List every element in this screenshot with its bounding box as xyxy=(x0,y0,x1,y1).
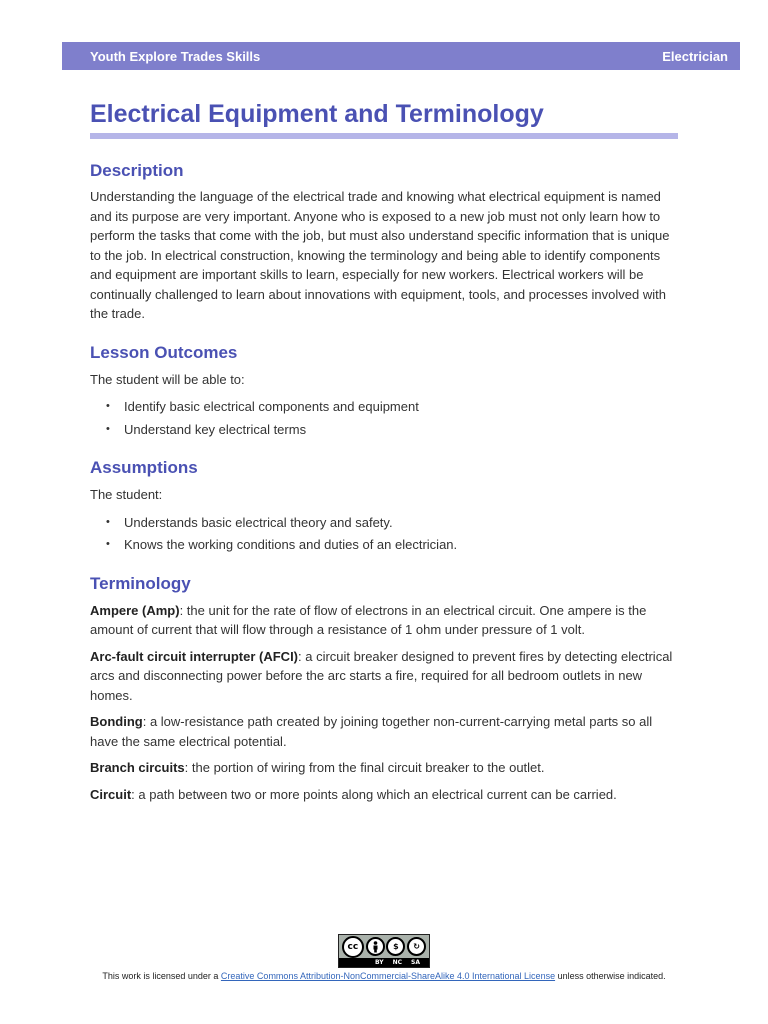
cc-label: NC xyxy=(392,959,403,966)
list-item xyxy=(90,535,680,555)
bullet-icon: • xyxy=(106,515,110,528)
license-link[interactable]: Creative Commons Attribution-NonCommercial-ShareAlike 4.0 International License xyxy=(220,971,556,981)
term-definition xyxy=(90,601,680,640)
page-title: Electrical Equipment and Terminology xyxy=(90,100,544,128)
outcomes-heading: Lesson Outcomes xyxy=(90,342,238,362)
bullet-icon: • xyxy=(106,400,110,412)
list-item xyxy=(90,397,680,417)
cc-license-badge-icon[interactable] xyxy=(338,934,430,968)
noncommercial-icon: $ xyxy=(386,937,405,956)
terminology-section xyxy=(90,572,680,805)
assumptions-section xyxy=(90,456,680,555)
list-item-text: Knows the working conditions and duties of an electrician. xyxy=(124,537,458,552)
term-definition xyxy=(90,712,680,751)
trade-name: Electrician xyxy=(662,48,728,64)
term-name: Arc-fault circuit interrupter (AFCI) xyxy=(90,648,299,664)
license-prefix: This work is licensed under a xyxy=(102,971,221,981)
bullet-icon: • xyxy=(106,422,110,435)
footer xyxy=(0,934,768,982)
bullet-icon: • xyxy=(106,538,110,550)
list-item-text: Understands basic electrical theory and safety. xyxy=(124,514,393,530)
list-item-text: Identify basic electrical components and equipment xyxy=(124,399,419,414)
term-definition xyxy=(90,785,680,805)
term-name: Bonding xyxy=(90,714,143,729)
term-definition xyxy=(90,758,680,778)
outcomes-intro: The student will be able to: xyxy=(90,371,245,387)
term-text: : a low-resistance path created by joining together non-current-carrying metal parts so all have the same electrical potential. xyxy=(90,714,653,749)
list-item xyxy=(90,420,680,440)
cc-label: SA xyxy=(411,959,420,966)
terminology-heading: Terminology xyxy=(90,573,191,593)
term-text: : the unit for the rate of flow of electrons in an electrical circuit. One ampere is the amount of current that will flow through a resistance of 1 ohm under pressure of 1 volt. xyxy=(90,602,647,637)
license-text xyxy=(0,970,768,982)
license-suffix: unless otherwise indicated. xyxy=(555,971,666,981)
list-item-text: Understand key electrical terms xyxy=(124,421,307,437)
assumptions-list xyxy=(90,513,680,555)
description-text: Understanding the language of the electrical trade and knowing what electrical equipment is named and its purpose are very important. Anyone who is exposed to a new job must not only learn how to perform the tasks that come with the job, but must also understand specific information that is unique to the job. In electrical construction, knowing the terminology and being able to identify components and equipment are important skills to learn, especially for new workers. Electrical workers will be continually challenged to learn about innovations with equipment, tools, and processes involved with the trade. xyxy=(90,189,670,321)
outcomes-section xyxy=(90,341,680,440)
description-section xyxy=(90,159,680,324)
header-bar xyxy=(62,42,740,70)
term-name: Branch circuits xyxy=(90,760,185,775)
title-underline xyxy=(90,133,678,139)
list-item xyxy=(90,513,680,533)
term-name: Ampere (Amp) xyxy=(90,602,180,618)
term-text: : the portion of wiring from the final circuit breaker to the outlet. xyxy=(184,760,545,775)
assumptions-intro: The student: xyxy=(90,487,163,502)
cc-label: BY xyxy=(375,959,384,966)
term-definition xyxy=(90,647,680,706)
main-content xyxy=(90,97,680,811)
cc-icon: cc xyxy=(342,936,364,958)
attribution-icon xyxy=(366,937,385,956)
description-heading: Description xyxy=(90,161,184,180)
assumptions-heading: Assumptions xyxy=(90,458,198,477)
term-text: : a path between two or more points along which an electrical current can be carried. xyxy=(131,786,617,802)
program-name: Youth Explore Trades Skills xyxy=(90,48,261,64)
sharealike-icon: ↻ xyxy=(407,937,426,956)
outcomes-list xyxy=(90,397,680,439)
term-text: : a circuit breaker designed to prevent fires by detecting electrical arcs and disconnecting power before the arc starts a fire, required for all bedroom outlets in new homes. xyxy=(90,648,673,703)
term-name: Circuit xyxy=(90,786,132,802)
